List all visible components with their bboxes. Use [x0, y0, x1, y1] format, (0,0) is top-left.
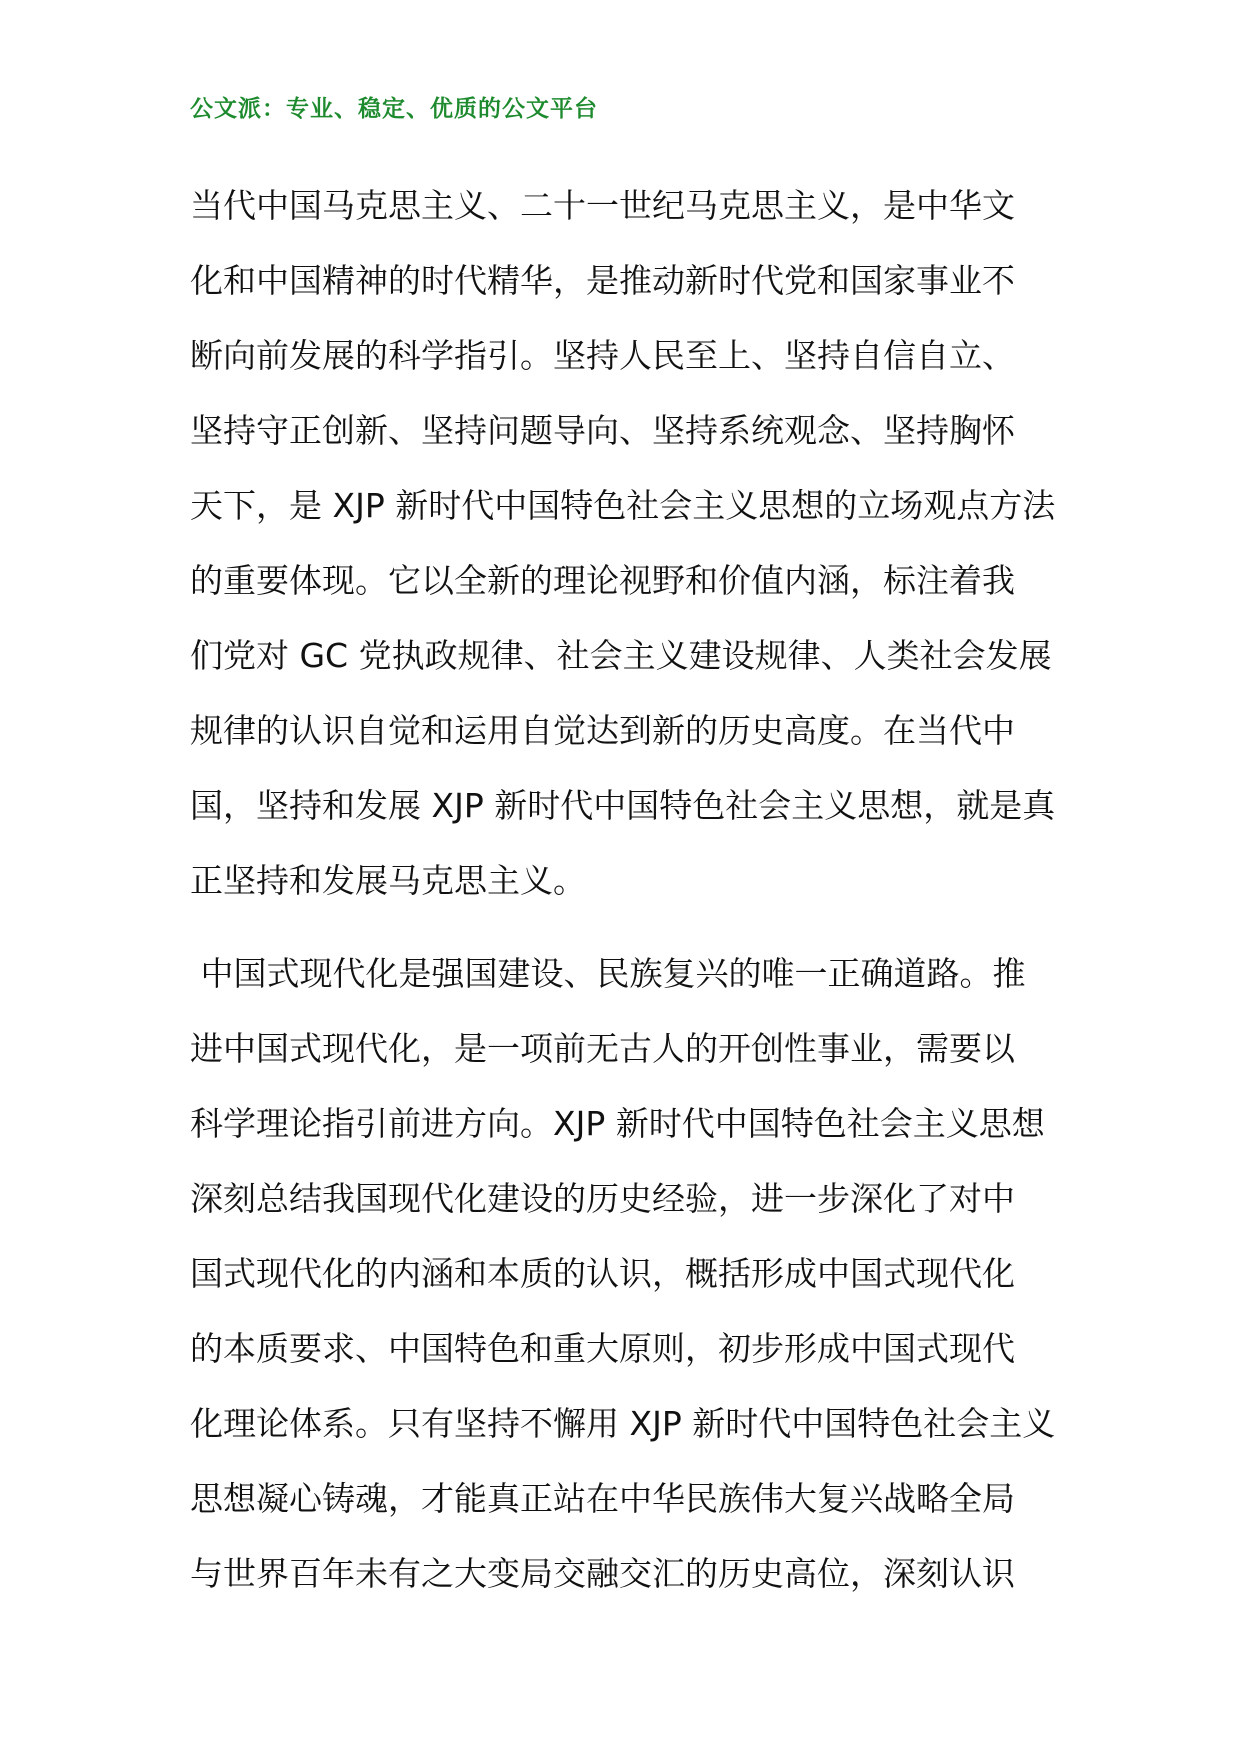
text-line: 天下，是 XJP 新时代中国特色社会主义思想的立场观点方法: [190, 486, 1056, 525]
text-line: 化和中国精神的时代精华，是推动新时代党和国家事业不: [190, 261, 1015, 300]
text-line: 们党对 GC 党执政规律、社会主义建设规律、人类社会发展: [190, 636, 1052, 675]
text-line: 与世界百年未有之大变局交融交汇的历史高位，深刻认识: [190, 1554, 1015, 1593]
text-line: 进中国式现代化，是一项前无古人的开创性事业，需要以: [190, 1029, 1015, 1068]
text-line: 正坚持和发展马克思主义。: [190, 861, 586, 900]
body-text: [190, 168, 1070, 1611]
text-line: 科学理论指引前进方向。XJP 新时代中国特色社会主义思想: [190, 1104, 1045, 1143]
paragraph-1: [190, 168, 1070, 918]
text-line: 思想凝心铸魂，才能真正站在中华民族伟大复兴战略全局: [190, 1479, 1015, 1518]
text-line: 中国式现代化是强国建设、民族复兴的唯一正确道路。推: [190, 954, 1026, 993]
text-line: 的重要体现。它以全新的理论视野和价值内涵，标注着我: [190, 561, 1015, 600]
header-title: 公文派：专业、稳定、优质的公文平台: [190, 96, 598, 122]
text-line: 当代中国马克思主义、二十一世纪马克思主义，是中华文: [190, 186, 1015, 225]
text-line: 的本质要求、中国特色和重大原则，初步形成中国式现代: [190, 1329, 1015, 1368]
paragraph-2: [190, 936, 1070, 1611]
paragraph-spacer: [190, 918, 1070, 936]
text-line: 深刻总结我国现代化建设的历史经验，进一步深化了对中: [190, 1179, 1015, 1218]
text-line: 坚持守正创新、坚持问题导向、坚持系统观念、坚持胸怀: [190, 411, 1015, 450]
text-line: 国式现代化的内涵和本质的认识，概括形成中国式现代化: [190, 1254, 1015, 1293]
text-line: 化理论体系。只有坚持不懈用 XJP 新时代中国特色社会主义: [190, 1404, 1056, 1443]
text-line: 规律的认识自觉和运用自觉达到新的历史高度。在当代中: [190, 711, 1015, 750]
text-line: 国，坚持和发展 XJP 新时代中国特色社会主义思想，就是真: [190, 786, 1056, 825]
text-line: 断向前发展的科学指引。坚持人民至上、坚持自信自立、: [190, 336, 1015, 375]
